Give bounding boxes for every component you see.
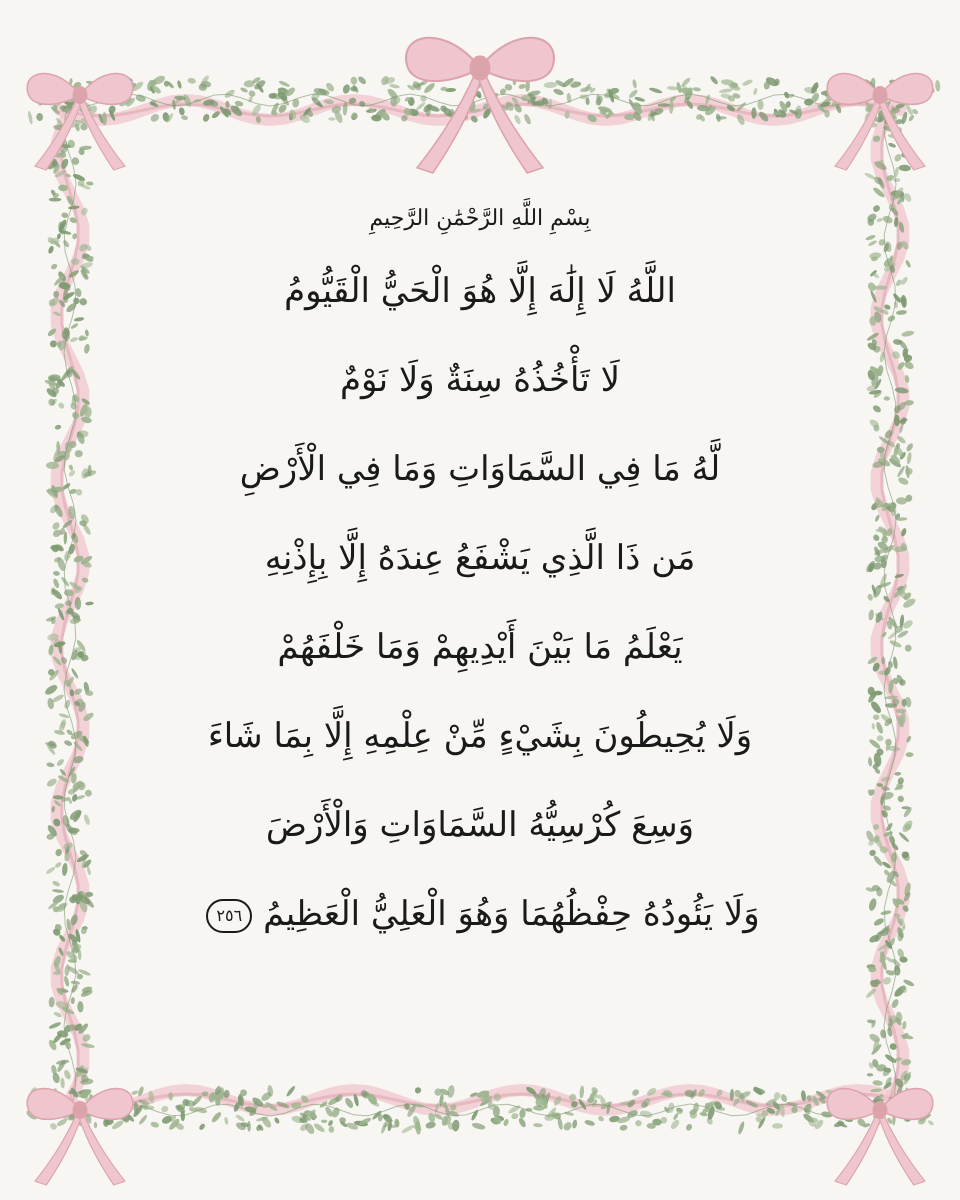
leaf <box>868 898 878 912</box>
basmala-line: بِسْمِ اللَّهِ الرَّحْمَٰنِ الرَّحِيمِ <box>369 206 591 231</box>
leaf <box>54 861 62 869</box>
leaf <box>876 217 883 223</box>
leaf <box>737 1121 745 1135</box>
leaf <box>63 289 68 303</box>
leaf <box>58 713 70 719</box>
leaf <box>533 1123 543 1127</box>
leaf <box>868 849 876 857</box>
leaf <box>131 1090 139 1096</box>
leaf <box>883 396 890 401</box>
bow-bottom-right <box>827 1088 933 1185</box>
leaf <box>285 1085 296 1097</box>
leaf <box>906 452 912 465</box>
leaf <box>872 533 881 542</box>
leaf <box>632 79 638 89</box>
leaf <box>70 322 79 329</box>
leaf <box>74 450 83 458</box>
leaf <box>893 178 900 182</box>
leaf <box>869 252 882 260</box>
leaf <box>83 814 91 826</box>
leaf <box>572 1119 578 1129</box>
leaf <box>339 1117 346 1123</box>
leaf <box>77 974 84 980</box>
leaf <box>523 113 532 125</box>
leaf <box>83 343 90 354</box>
leaf <box>61 212 69 219</box>
leaf <box>864 172 876 181</box>
leaf <box>518 83 526 90</box>
leaf <box>69 336 78 343</box>
leaf <box>904 644 912 652</box>
verse-line-6: وَلَا يُحِيطُونَ بِشَيْءٍ مِّنْ عِلْمِهِ إِلَّا بِمَا شَاءَ <box>207 716 753 756</box>
verse-line-7: وَسِعَ كُرْسِيُّهُ السَّمَاوَاتِ وَالْأَرْضَ <box>265 805 695 845</box>
verse-line-3: لَّهُ مَا فِي السَّمَاوَاتِ وَمَا فِي الْأَرْضِ <box>239 449 721 489</box>
leaf <box>452 1119 460 1131</box>
leaf <box>46 462 59 469</box>
leaf <box>64 964 70 976</box>
leaf <box>52 578 60 589</box>
leaf <box>519 1109 526 1119</box>
leaf <box>47 245 54 254</box>
leaf <box>54 424 61 430</box>
leaf <box>888 142 897 149</box>
leaf <box>669 1118 681 1130</box>
verse-line-2: لَا تَأْخُذُهُ سِنَةٌ وَلَا نَوْمٌ <box>340 360 620 400</box>
leaf <box>60 1077 65 1088</box>
leaf <box>86 181 94 186</box>
leaf <box>85 601 94 605</box>
leaf <box>904 696 912 707</box>
leaf <box>342 83 351 94</box>
leaf <box>597 1115 605 1122</box>
leaf <box>872 404 883 414</box>
leaf <box>742 78 754 86</box>
leaf <box>874 514 880 522</box>
leaf <box>715 113 721 122</box>
leaf <box>328 117 336 121</box>
leaf <box>447 1085 456 1099</box>
leaf <box>36 113 44 122</box>
leaf <box>685 1123 693 1132</box>
leaf <box>85 790 92 797</box>
leaf <box>350 76 357 84</box>
verse-line-4: مَن ذَا الَّذِي يَشْفَعُ عِندَهُ إِلَّا بِإِذْنِهِ <box>264 538 696 578</box>
leaf <box>902 1021 907 1030</box>
leaf <box>68 469 77 477</box>
leaf <box>78 949 82 960</box>
leaf <box>868 239 878 247</box>
leaf <box>517 1117 527 1129</box>
leaf <box>772 1123 783 1129</box>
leaf <box>63 1069 72 1080</box>
leaf <box>649 87 663 95</box>
leaf <box>900 295 907 308</box>
leaf <box>896 709 906 713</box>
leaf <box>27 110 33 124</box>
leaf <box>905 442 914 452</box>
leaf <box>401 1124 415 1134</box>
leaf <box>927 1119 935 1126</box>
leaf <box>138 1114 148 1126</box>
leaf <box>68 464 74 471</box>
leaf <box>709 75 719 85</box>
leaf <box>48 997 55 1008</box>
leaf <box>48 1021 62 1030</box>
verse-line-1: اللَّهُ لَا إِلَٰهَ إِلَّا هُوَ الْحَيُّ الْقَيُّومُ <box>284 271 676 311</box>
verse-line-8 <box>160 869 800 958</box>
leaf <box>77 1001 84 1013</box>
leaf <box>51 521 61 531</box>
leaf <box>635 1119 643 1127</box>
leaf <box>869 700 883 715</box>
leaf <box>875 721 884 734</box>
leaf <box>634 96 645 102</box>
leaf <box>71 997 76 1004</box>
leaf <box>46 762 55 768</box>
leaf <box>414 1086 423 1095</box>
leaf <box>753 88 758 96</box>
leaf <box>824 110 829 118</box>
leaf <box>868 609 875 621</box>
leaf <box>873 714 880 720</box>
leaf <box>321 1120 327 1124</box>
leaf <box>357 75 368 85</box>
leaf <box>77 334 85 342</box>
leaf <box>898 831 910 843</box>
leaf <box>389 83 400 89</box>
leaf <box>45 866 56 875</box>
leaf <box>62 239 70 248</box>
leaf <box>692 87 701 92</box>
leaf <box>892 656 898 669</box>
leaf <box>631 1088 640 1097</box>
leaf <box>149 112 160 123</box>
leaf <box>872 854 883 867</box>
verse-panel <box>160 196 800 976</box>
leaf <box>198 1123 206 1131</box>
leaf <box>223 88 236 99</box>
leaf <box>224 1117 229 1125</box>
leaf <box>62 863 69 877</box>
leaf <box>235 1114 245 1123</box>
leaf <box>328 1126 334 1133</box>
leaf <box>44 683 59 697</box>
leaf <box>52 889 64 893</box>
leaf <box>313 1122 326 1133</box>
bow-bottom-left <box>27 1088 133 1185</box>
ayah-number-marker: ٢٥٦ <box>206 899 252 933</box>
leaf <box>544 82 558 89</box>
leaf <box>50 263 58 271</box>
leaf <box>905 259 912 268</box>
leaf <box>872 1080 883 1086</box>
leaf <box>181 115 189 121</box>
leaf <box>49 1122 58 1131</box>
leaf <box>52 880 61 888</box>
leaf <box>57 401 65 409</box>
leaf <box>63 739 73 747</box>
leaf <box>247 1121 251 1132</box>
leaf <box>273 1117 280 1125</box>
leaf <box>867 593 874 601</box>
leaf <box>240 87 249 94</box>
leaf <box>872 204 881 213</box>
leaf <box>897 795 905 804</box>
verse-line-5: يَعْلَمُ مَا بَيْنَ أَيْدِيهِمْ وَمَا خَلْفَهُمْ <box>277 627 683 667</box>
leaf <box>53 570 61 576</box>
leaf <box>202 113 211 123</box>
leaf <box>900 850 912 863</box>
leaf <box>562 1121 573 1133</box>
leaf <box>471 1122 486 1131</box>
leaf <box>719 88 733 94</box>
leaf <box>880 910 892 916</box>
leaf <box>867 1073 873 1077</box>
leaf <box>150 1121 160 1129</box>
leaf <box>896 497 907 505</box>
leaf <box>757 100 763 110</box>
leaf <box>49 198 62 202</box>
leaf <box>906 752 914 757</box>
verse-line-8-text: وَلَا يَئُودُهُ حِفْظُهُمَا وَهُوَ الْعَلِيُّ الْعَظِيمُ <box>263 894 760 934</box>
leaf <box>94 1122 97 1129</box>
leaf <box>344 1097 355 1110</box>
leaf <box>896 310 907 316</box>
leaf <box>619 1124 628 1131</box>
leaf <box>269 93 277 99</box>
leaf <box>871 723 875 730</box>
leaf <box>63 975 70 987</box>
leaf <box>510 1112 519 1120</box>
leaf <box>904 467 914 476</box>
leaf <box>584 1119 596 1127</box>
leaf <box>176 80 182 89</box>
leaf <box>873 917 885 927</box>
leaf <box>553 88 565 97</box>
leaf <box>79 297 88 306</box>
leaf <box>896 465 906 478</box>
leaf <box>901 330 915 338</box>
leaf <box>935 80 941 92</box>
leaf <box>52 1072 61 1084</box>
leaf <box>579 1085 584 1098</box>
leaf <box>868 757 873 767</box>
leaf <box>210 1111 222 1124</box>
leaf <box>74 317 85 323</box>
leaf <box>380 1121 388 1134</box>
leaf <box>160 1105 169 1114</box>
leaf <box>71 980 81 985</box>
leaf <box>85 329 90 337</box>
leaf <box>178 107 185 116</box>
leaf <box>425 1121 437 1130</box>
leaf <box>869 316 876 326</box>
leaf <box>513 114 522 125</box>
leaf <box>876 735 884 742</box>
leaf <box>865 234 876 241</box>
leaf <box>56 758 65 767</box>
leaf <box>780 1093 788 1103</box>
leaf <box>327 1119 334 1127</box>
leaf <box>75 488 84 497</box>
leaf <box>658 103 671 107</box>
leaf <box>876 887 882 896</box>
leaf <box>898 164 911 171</box>
leaf <box>639 1110 653 1119</box>
leaf <box>187 77 196 84</box>
leaf <box>278 80 290 88</box>
